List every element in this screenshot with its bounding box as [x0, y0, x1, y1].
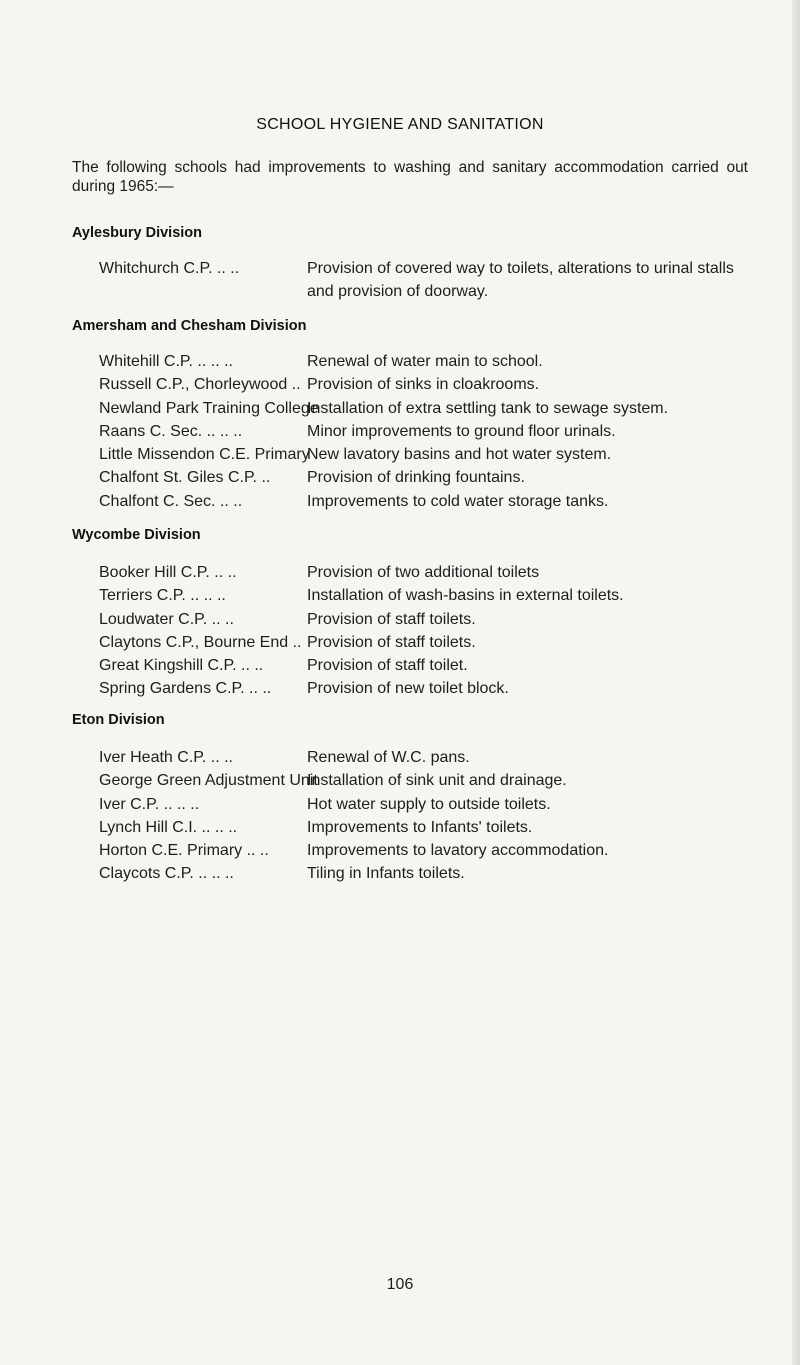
page-title: SCHOOL HYGIENE AND SANITATION [256, 116, 544, 133]
school-name: George Green Adjustment Unit [99, 772, 318, 790]
improvement-description: Installation of extra settling tank to sewage system. [307, 399, 669, 417]
improvement-description: Minor improvements to ground floor urinals. [307, 422, 616, 440]
leader-dots: .. .. [207, 865, 234, 883]
improvement-description: Provision of two additional toilets [307, 564, 540, 581]
list-item [99, 350, 759, 373]
list-item [99, 257, 759, 304]
school-name: Horton C.E. Primary .. .. [99, 842, 269, 860]
division-list-amersham-chesham [99, 350, 759, 513]
school-name: Newland Park Training College [99, 399, 319, 417]
list-item [99, 397, 759, 420]
school-name: Loudwater C.P. .. .. [99, 610, 234, 628]
school-name: Booker Hill C.P. .. .. [99, 564, 237, 581]
page-number: 106 [386, 1276, 414, 1293]
list-item [99, 443, 759, 466]
leader-dots: .. [288, 633, 302, 651]
leader-dots: .. [287, 376, 301, 394]
school-name: Raans C. Sec. .. .. .. [99, 422, 243, 440]
leader-dots: .. .. [206, 353, 233, 370]
leader-dots: .. .. [215, 422, 243, 440]
division-list-wycombe [99, 561, 759, 701]
improvement-description: Provision of covered way to toilets, alterations to urinal stalls and provision of doorway. [307, 260, 734, 301]
division-heading-eton: Eton Division [72, 712, 165, 728]
school-name: Iver Heath C.P. .. .. [99, 749, 233, 766]
division-list-aylesbury [99, 257, 759, 304]
list-item [99, 816, 759, 839]
list-item [99, 862, 759, 885]
school-name: Spring Gardens C.P. .. .. [99, 680, 272, 698]
improvement-description: Improvements to cold water storage tanks. [307, 492, 609, 510]
list-item [99, 466, 759, 489]
leader-dots: .. .. [172, 795, 200, 813]
leader-dots: .. [249, 657, 264, 675]
improvement-description: Hot water supply to outside toilets. [307, 795, 551, 813]
leader-dots: .. .. [209, 564, 237, 581]
leader-dots: .. .. [215, 492, 243, 510]
improvement-description: Tiling in Infants toilets. [307, 865, 465, 883]
improvement-description: Improvements to Infants' toilets. [307, 818, 533, 836]
division-heading-amersham-chesham: Amersham and Chesham Division [72, 318, 307, 334]
leader-dots: .. [225, 260, 240, 277]
school-name: Chalfont St. Giles C.P. .. [99, 469, 271, 487]
improvement-description: Provision of sinks in cloakrooms. [307, 376, 540, 394]
school-name: Claytons C.P., Bourne End .. [99, 633, 302, 651]
leader-dots: .. [257, 469, 271, 487]
list-item [99, 839, 759, 862]
improvement-description: Improvements to lavatory accommodation. [307, 842, 609, 860]
school-name: Lynch Hill C.I. .. .. .. [99, 818, 238, 836]
improvement-description: Renewal of W.C. pans. [307, 749, 470, 766]
list-item [99, 608, 759, 631]
intro-paragraph: The following schools had improvements to washing and sanitary accommodation carried out during 1965:— [72, 159, 748, 195]
list-item [99, 677, 759, 700]
list-item [99, 793, 759, 816]
leader-dots: .. [255, 842, 269, 860]
school-name: Great Kingshill C.P. .. .. [99, 657, 264, 675]
improvement-description: Provision of new toilet block. [307, 680, 509, 698]
school-name: Claycots C.P. .. .. .. [99, 865, 234, 883]
improvement-description: New lavatory basins and hot water system. [307, 446, 612, 464]
school-name: Little Missendon C.E. Primary [99, 446, 310, 464]
division-heading-wycombe: Wycombe Division [72, 527, 201, 543]
list-item [99, 631, 759, 654]
list-item [99, 584, 759, 607]
leader-dots: .. [257, 680, 272, 698]
improvement-description: Provision of staff toilets. [307, 610, 476, 628]
list-item [99, 561, 759, 584]
school-name: Iver C.P. .. .. .. [99, 795, 200, 813]
leader-dots: .. .. [207, 610, 234, 628]
improvement-description: Provision of staff toilet. [307, 657, 468, 675]
school-name: Russell C.P., Chorleywood .. [99, 376, 301, 394]
school-name: Whitehill C.P. .. .. .. [99, 353, 233, 370]
improvement-description: Provision of drinking fountains. [307, 469, 525, 487]
school-name: Terriers C.P. .. .. .. [99, 587, 226, 605]
list-item [99, 769, 759, 792]
list-item [99, 373, 759, 396]
improvement-description: Renewal of water main to school. [307, 353, 543, 370]
leader-dots: .. .. [206, 749, 233, 766]
division-heading-aylesbury: Aylesbury Division [72, 225, 203, 241]
school-name: Chalfont C. Sec. .. .. [99, 492, 243, 510]
list-item [99, 490, 759, 513]
list-item [99, 420, 759, 443]
list-item [99, 746, 759, 769]
leader-dots: .. .. [210, 818, 238, 836]
improvement-description: Installation of sink unit and drainage. [307, 772, 567, 790]
improvement-description: Provision of staff toilets. [307, 633, 476, 651]
leader-dots: .. .. [199, 587, 226, 605]
improvement-description: Installation of wash-basins in external toilets. [307, 587, 624, 605]
division-list-eton [99, 746, 759, 886]
list-item [99, 654, 759, 677]
school-name: Whitchurch C.P. .. .. [99, 260, 240, 277]
